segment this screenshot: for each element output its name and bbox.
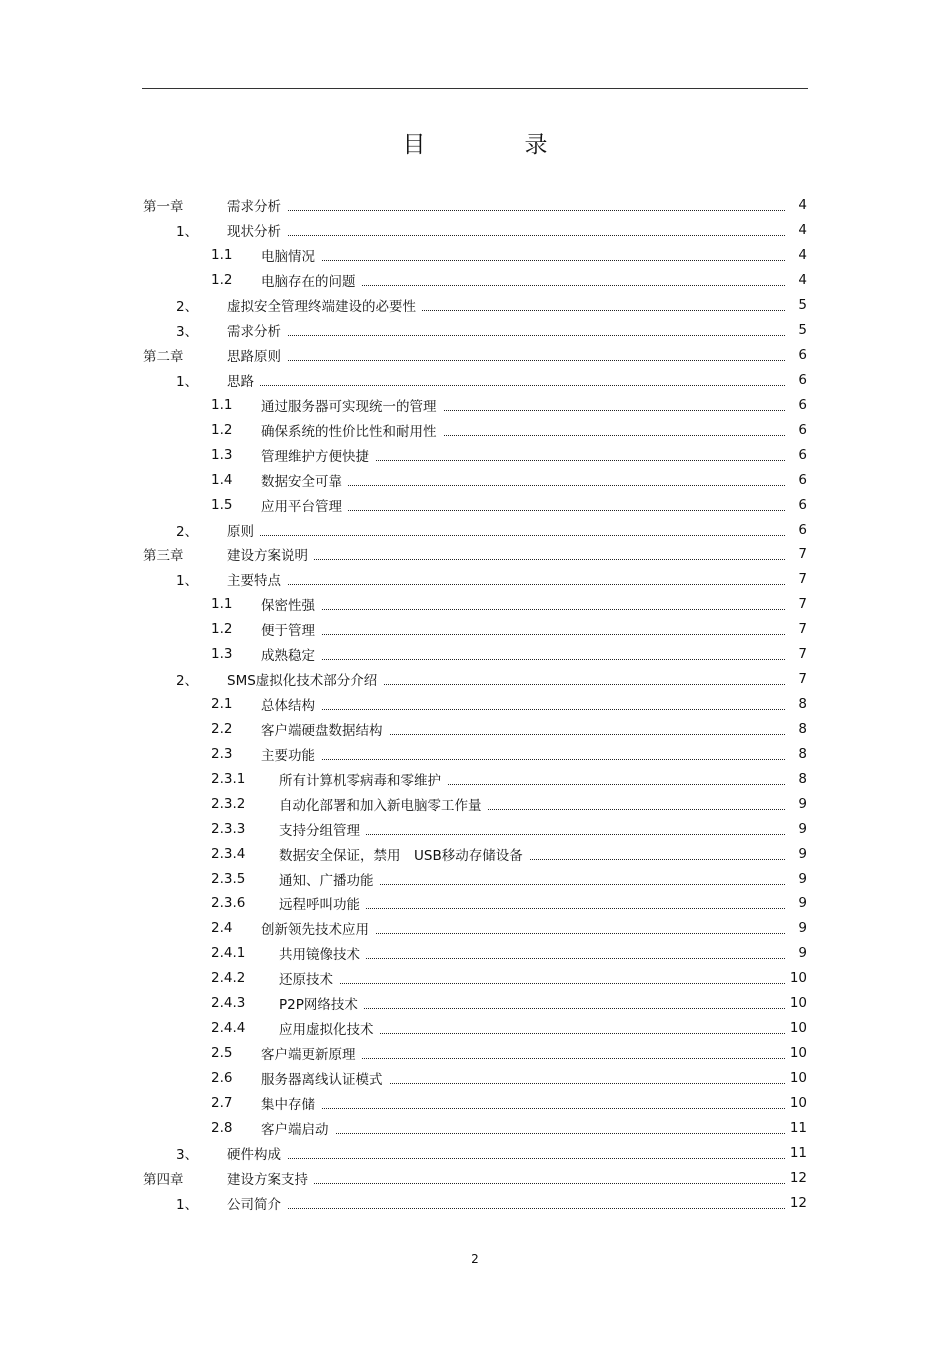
toc-entry-number: 2.3.6	[211, 895, 246, 912]
toc-entry-number: 1.1	[211, 396, 233, 413]
toc-entry-number: 1、	[176, 224, 199, 241]
toc-entry-page: 9	[798, 945, 807, 962]
toc-entry-label: 公司简介	[227, 1193, 287, 1213]
toc-entry[interactable]	[0, 617, 950, 642]
toc-entry[interactable]	[0, 1016, 950, 1041]
toc-leader-dots	[261, 708, 785, 710]
toc-entry-page: 6	[798, 421, 807, 438]
toc-entry-label: 共用镜像技术	[279, 943, 366, 963]
toc-entry[interactable]	[0, 991, 950, 1016]
toc-entry-number: 1.3	[211, 646, 233, 663]
toc-entry-label: 所有计算机零病毒和零维护	[279, 769, 447, 789]
toc-entry-page: 6	[798, 446, 807, 463]
toc-entry-number: 2.3.4	[211, 845, 246, 862]
toc-entry-page: 4	[798, 247, 807, 264]
toc-leader-dots	[227, 583, 785, 585]
toc-entry-number: 1.5	[211, 496, 233, 513]
toc-leader-dots	[261, 633, 785, 635]
toc-entry-number: 第一章	[143, 199, 184, 216]
toc-entry[interactable]	[0, 866, 950, 891]
toc-entry[interactable]	[0, 392, 950, 417]
toc-entry-page: 6	[798, 347, 807, 364]
toc-entry-label: SMS虚拟化技术部分介绍	[227, 669, 383, 689]
toc-entry-label: 保密性强	[261, 594, 321, 614]
toc-entry-page: 9	[798, 820, 807, 837]
toc-entry[interactable]	[0, 916, 950, 941]
toc-entry[interactable]	[0, 966, 950, 991]
toc-entry-page: 4	[798, 197, 807, 214]
toc-entry[interactable]	[0, 193, 950, 218]
toc-entry[interactable]	[0, 841, 950, 866]
toc-entry-page: 7	[798, 621, 807, 638]
toc-leader-dots	[261, 1132, 785, 1134]
toc-entry-label: 还原技术	[279, 968, 339, 988]
toc-entry-number: 2.3.2	[211, 795, 246, 812]
toc-leader-dots	[227, 1157, 785, 1159]
toc-entry-label: 虚拟安全管理终端建设的必要性	[227, 295, 422, 315]
toc-entry-label: 需求分析	[227, 320, 287, 340]
toc-entry-page: 7	[798, 596, 807, 613]
toc-entry-number: 2、	[176, 299, 199, 316]
toc-entry-number: 1.2	[211, 272, 233, 289]
toc-entry-number: 2.3	[211, 745, 233, 762]
toc-leader-dots	[261, 758, 785, 760]
toc-entry-number: 1、	[176, 573, 199, 590]
toc-leader-dots	[227, 234, 785, 236]
toc-entry-number: 1.1	[211, 596, 233, 613]
toc-entry-number: 3、	[176, 1146, 199, 1163]
toc-entry[interactable]	[0, 891, 950, 916]
toc-entry-page: 11	[789, 1119, 807, 1136]
toc-entry-number: 2.1	[211, 696, 233, 713]
toc-entry-number: 2.8	[211, 1119, 233, 1136]
toc-entry-page: 8	[798, 770, 807, 787]
toc-entry-page: 5	[798, 297, 807, 314]
toc-entry-page: 7	[798, 646, 807, 663]
toc-entry[interactable]	[0, 243, 950, 268]
toc-entry[interactable]	[0, 642, 950, 667]
toc-entry[interactable]	[0, 542, 950, 567]
toc-entry-page: 10	[789, 1045, 807, 1062]
toc-entry-page: 5	[798, 322, 807, 339]
toc-entry[interactable]	[0, 1140, 950, 1165]
toc-entry[interactable]	[0, 667, 950, 692]
toc-entry-page: 9	[798, 795, 807, 812]
toc-entry-label: 电脑情况	[261, 245, 321, 265]
toc-entry-page: 10	[789, 1020, 807, 1037]
toc-entry-page: 8	[798, 696, 807, 713]
toc-entry-number: 1、	[176, 1196, 199, 1213]
toc-entry-label: 便于管理	[261, 619, 321, 639]
toc-entry[interactable]	[0, 517, 950, 542]
toc-entry-label: 通知、广播功能	[279, 869, 380, 889]
toc-entry-number: 2.4	[211, 920, 233, 937]
toc-entry-page: 10	[789, 1069, 807, 1086]
toc-title: 目 录	[402, 132, 586, 158]
toc-entry-page: 9	[798, 895, 807, 912]
toc-entry[interactable]	[0, 592, 950, 617]
toc-entry-number: 2.3.3	[211, 820, 246, 837]
toc-entry-page: 4	[798, 222, 807, 239]
toc-entry-label: 成熟稳定	[261, 644, 321, 664]
toc-leader-dots	[227, 534, 785, 536]
toc-entry[interactable]	[0, 492, 950, 517]
toc-entry-page: 9	[798, 920, 807, 937]
toc-leader-dots	[279, 982, 785, 984]
toc-entry[interactable]	[0, 741, 950, 766]
toc-entry-number: 2.3.1	[211, 770, 246, 787]
toc-entry[interactable]	[0, 467, 950, 492]
toc-entry[interactable]	[0, 1090, 950, 1115]
toc-entry[interactable]	[0, 368, 950, 393]
toc-entry-number: 1、	[176, 373, 199, 390]
toc-entry-number: 2.4.2	[211, 970, 246, 987]
toc-entry-number: 1.2	[211, 421, 233, 438]
toc-entry[interactable]	[0, 791, 950, 816]
toc-entry[interactable]	[0, 692, 950, 717]
toc-entry-page: 6	[798, 471, 807, 488]
toc-leader-dots	[261, 259, 785, 261]
toc-entry[interactable]	[0, 218, 950, 243]
toc-entry-label: 原则	[227, 520, 260, 540]
toc-entry[interactable]	[0, 766, 950, 791]
toc-entry-label: 管理维护方便快捷	[261, 445, 375, 465]
toc-entry[interactable]	[0, 1115, 950, 1140]
toc-entry-number: 2.2	[211, 720, 233, 737]
toc-entry-label: 现状分析	[227, 220, 287, 240]
toc-entry-label: 硬件构成	[227, 1143, 287, 1163]
toc-entry-number: 1.3	[211, 446, 233, 463]
toc-entry-page: 11	[789, 1144, 807, 1161]
toc-entry-label: P2P网络技术	[279, 993, 364, 1013]
toc-entry-number: 2.4.4	[211, 1020, 246, 1037]
toc-entry-page: 6	[798, 396, 807, 413]
toc-entry-label: 集中存储	[261, 1093, 321, 1113]
toc-entry-page: 4	[798, 272, 807, 289]
toc-entry-page: 7	[798, 571, 807, 588]
toc-entry-page: 9	[798, 870, 807, 887]
toc-leader-dots	[227, 209, 785, 211]
toc-entry-label: 数据安全可靠	[261, 470, 348, 490]
toc-entry[interactable]	[0, 268, 950, 293]
toc-entry-label: 需求分析	[227, 195, 287, 215]
toc-entry-number: 2、	[176, 523, 199, 540]
toc-entry-label: 主要特点	[227, 569, 287, 589]
toc-entry-number: 1.2	[211, 621, 233, 638]
toc-entry-page: 7	[798, 671, 807, 688]
toc-leader-dots	[227, 1207, 785, 1209]
toc-entry-label: 建设方案支持	[227, 1168, 314, 1188]
toc-entry-page: 8	[798, 720, 807, 737]
toc-entry-page: 10	[789, 970, 807, 987]
toc-entry-label: 主要功能	[261, 744, 321, 764]
toc-entry-label: 客户端更新原理	[261, 1043, 362, 1063]
toc-entry[interactable]	[0, 1165, 950, 1190]
toc-entry-number: 3、	[176, 324, 199, 341]
toc-entry-number: 2.6	[211, 1069, 233, 1086]
toc-entry-label: 通过服务器可实现统一的管理	[261, 395, 443, 415]
page-number: 2	[471, 1252, 479, 1266]
toc-leader-dots	[261, 608, 785, 610]
toc-entry-page: 6	[798, 521, 807, 538]
toc-entry[interactable]	[0, 941, 950, 966]
toc-entry-label: 远程呼叫功能	[279, 893, 366, 913]
toc-entry-number: 第二章	[143, 349, 184, 366]
toc-entry-number: 2、	[176, 673, 199, 690]
toc-leader-dots	[261, 1107, 785, 1109]
toc-entry[interactable]	[0, 1066, 950, 1091]
toc-entry-label: 确保系统的性价比性和耐用性	[261, 420, 443, 440]
toc-entry[interactable]	[0, 567, 950, 592]
toc-entry-label: 服务器离线认证模式	[261, 1068, 389, 1088]
toc-leader-dots	[227, 384, 785, 386]
toc-leader-dots	[227, 359, 785, 361]
toc-entry-number: 2.4.3	[211, 995, 246, 1012]
toc-entry-number: 2.7	[211, 1094, 233, 1111]
toc-entry-number: 第三章	[143, 548, 184, 565]
toc-entry-page: 8	[798, 745, 807, 762]
toc-entry[interactable]	[0, 318, 950, 343]
toc-entry-label: 客户端硬盘数据结构	[261, 719, 389, 739]
toc-entry[interactable]	[0, 417, 950, 442]
toc-entry-page: 12	[789, 1194, 807, 1211]
toc-entry-page: 10	[789, 1094, 807, 1111]
toc-entry-page: 9	[798, 845, 807, 862]
toc-entry[interactable]	[0, 293, 950, 318]
toc-entry-number: 2.5	[211, 1045, 233, 1062]
toc-entry[interactable]	[0, 1190, 950, 1215]
toc-entry-label: 客户端启动	[261, 1118, 335, 1138]
toc-entry-label: 思路	[227, 370, 260, 390]
toc-entry-page: 7	[798, 546, 807, 563]
toc-leader-dots	[261, 658, 785, 660]
toc-entry-page: 10	[789, 995, 807, 1012]
toc-entry-number: 2.4.1	[211, 945, 246, 962]
toc-entry-page: 12	[789, 1169, 807, 1186]
toc-entry[interactable]	[0, 343, 950, 368]
toc-entry-number: 1.4	[211, 471, 233, 488]
toc-entry-label: 自动化部署和加入新电脑零工作量	[279, 794, 488, 814]
toc-entry-page: 6	[798, 496, 807, 513]
toc-entry[interactable]	[0, 816, 950, 841]
toc-entry-label: 创新领先技术应用	[261, 918, 375, 938]
toc-entry-number: 2.3.5	[211, 870, 246, 887]
toc-entry[interactable]	[0, 1041, 950, 1066]
toc-entry[interactable]	[0, 717, 950, 742]
toc-entry-label: 应用虚拟化技术	[279, 1018, 380, 1038]
toc-entry-label: 支持分组管理	[279, 819, 366, 839]
toc-leader-dots	[227, 334, 785, 336]
toc-entry-page: 6	[798, 371, 807, 388]
toc-entry-number: 第四章	[143, 1171, 184, 1188]
toc-entry-label: 思路原则	[227, 345, 287, 365]
toc-entry-label: 建设方案说明	[227, 544, 314, 564]
toc-entry-number: 1.1	[211, 247, 233, 264]
toc-entry-label: 应用平台管理	[261, 495, 348, 515]
header-rule	[142, 88, 808, 89]
toc-entry-label: 电脑存在的问题	[261, 270, 362, 290]
toc-entry-label: 总体结构	[261, 694, 321, 714]
toc-entry[interactable]	[0, 442, 950, 467]
toc-entry-label: 数据安全保证，禁用 USB移动存储设备	[279, 844, 529, 864]
